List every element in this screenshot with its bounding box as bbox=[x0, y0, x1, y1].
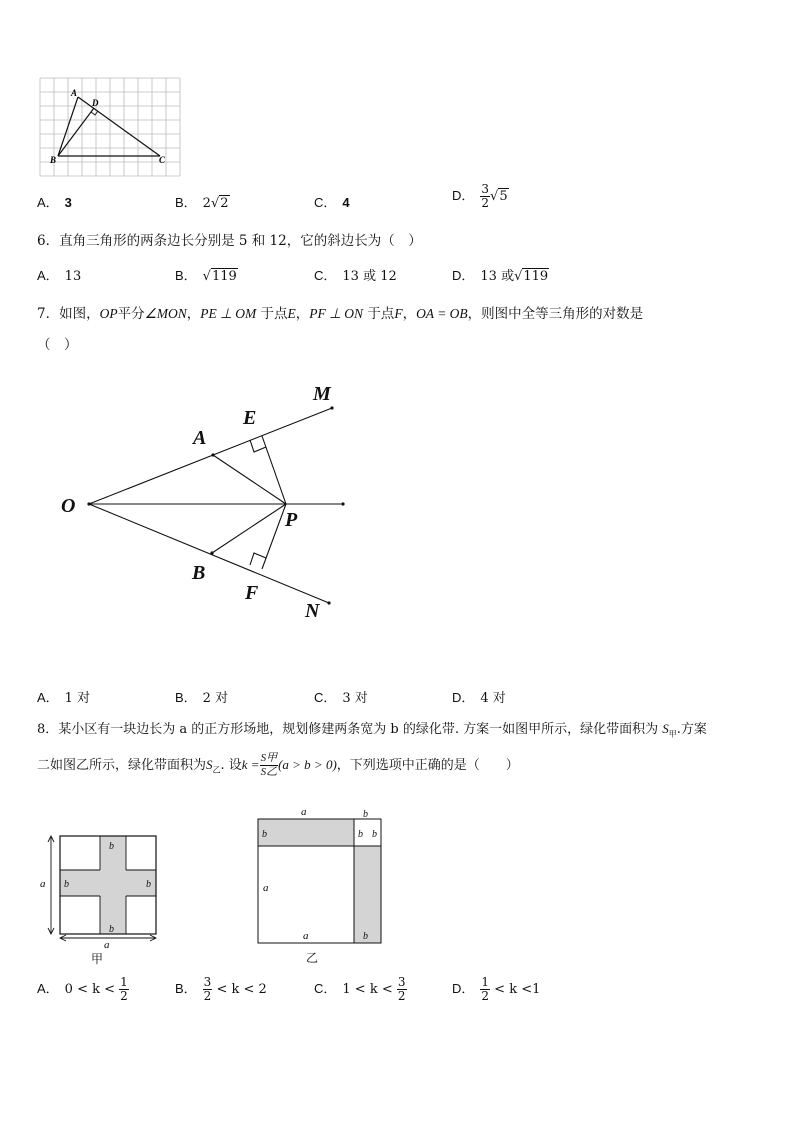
stem-text: 于点 bbox=[367, 306, 395, 322]
q8-stem-line1 bbox=[37, 718, 707, 740]
fraction-k bbox=[260, 752, 279, 779]
option-label: A． bbox=[37, 981, 59, 996]
option-label: C． bbox=[314, 690, 337, 705]
math-pf: PF ⊥ ON bbox=[309, 306, 364, 321]
label-f: F bbox=[245, 582, 259, 604]
option-label: C． bbox=[314, 981, 337, 996]
top-strip bbox=[258, 819, 354, 846]
sqrt-symbol: √ bbox=[490, 189, 499, 204]
q6-stem: 6．直角三角形的两条边长分别是 5 和 12，它的斜边长为（ ） bbox=[37, 233, 422, 249]
label-a-top: a bbox=[301, 806, 307, 818]
option-text: 3 bbox=[64, 195, 72, 210]
sqrt-symbol: √ bbox=[514, 269, 523, 284]
sqrt-symbol: √ bbox=[210, 196, 220, 211]
point-a bbox=[211, 453, 214, 456]
option-text: 4 对 bbox=[480, 691, 506, 706]
label-b-strip: b bbox=[262, 829, 267, 840]
stem-text: .方案 bbox=[676, 722, 707, 737]
fraction bbox=[480, 183, 490, 210]
label-b-bottom: b bbox=[109, 924, 114, 935]
option-label: D． bbox=[452, 690, 475, 705]
q7-paren: （ ） bbox=[37, 337, 78, 353]
stem-text: 于点 bbox=[260, 306, 288, 322]
q7-option-a[interactable] bbox=[37, 687, 90, 706]
stem-text: . 设 bbox=[220, 758, 242, 773]
stem-text: 8．某小区有一块边长为 a 的正方形场地，规划修建两条宽为 b 的绿化带. 方案一如图甲所示，绿化带面积为 bbox=[37, 722, 659, 737]
horizontal-strip bbox=[60, 870, 156, 896]
numerator: 3 bbox=[481, 182, 490, 196]
math-e: E bbox=[287, 306, 296, 321]
q5-grid-figure bbox=[36, 74, 186, 178]
segment-ap bbox=[213, 455, 286, 504]
math-f: F bbox=[394, 306, 403, 321]
label-a-bottom: a bbox=[104, 939, 110, 951]
denominator: S乙 bbox=[260, 766, 278, 778]
numerator: 3 bbox=[397, 975, 406, 989]
label-a-side: a bbox=[40, 878, 46, 890]
label-p: P bbox=[285, 509, 298, 531]
option-right: < k <1 bbox=[494, 982, 541, 997]
fraction bbox=[397, 976, 407, 1003]
q8-figure-jia bbox=[32, 826, 172, 968]
label-b-corner2: b bbox=[372, 829, 377, 840]
stem-text: ，下列选项中正确的是（ ） bbox=[336, 758, 519, 773]
numerator: 1 bbox=[120, 975, 128, 989]
option-label: B． bbox=[175, 981, 197, 996]
label-b-left: b bbox=[64, 879, 69, 890]
ray-om bbox=[89, 408, 332, 504]
option-label: B． bbox=[175, 195, 197, 210]
option-text: 13 或 12 bbox=[342, 269, 397, 284]
q7-option-d[interactable] bbox=[452, 687, 506, 706]
math-k: k = bbox=[241, 757, 260, 772]
math-angle: ∠MON bbox=[144, 306, 187, 321]
math-sub: 甲 bbox=[668, 729, 677, 739]
q6-option-c[interactable] bbox=[314, 265, 397, 284]
option-label: A． bbox=[37, 690, 59, 705]
q7-option-c[interactable] bbox=[314, 687, 368, 706]
option-label: C． bbox=[314, 195, 337, 210]
label-b: B bbox=[192, 562, 206, 584]
label-a: A bbox=[193, 427, 207, 449]
label-a-left: a bbox=[263, 882, 269, 894]
q5-option-d[interactable] bbox=[452, 183, 509, 210]
point-n bbox=[327, 601, 330, 604]
option-text: 4 bbox=[342, 195, 350, 210]
label-a-bottom: a bbox=[303, 930, 309, 942]
math-oa-ob: OA = OB bbox=[416, 306, 468, 321]
q7-angle-figure bbox=[52, 372, 372, 630]
option-radicand: 119 bbox=[523, 269, 549, 284]
q6-option-a[interactable] bbox=[37, 265, 81, 284]
point-b bbox=[210, 551, 213, 554]
fraction bbox=[480, 976, 490, 1003]
option-radicand: 2 bbox=[220, 196, 229, 211]
stem-text: ，则图中全等三角形的对数是 bbox=[467, 306, 644, 322]
option-radicand: 5 bbox=[499, 189, 508, 204]
segment-fp bbox=[262, 504, 286, 569]
option-text: 13 或 bbox=[480, 269, 515, 284]
label-e: E bbox=[243, 407, 257, 429]
numerator: 3 bbox=[203, 975, 212, 989]
option-text: 1 对 bbox=[64, 691, 91, 706]
label-b-top: b bbox=[109, 841, 114, 852]
q5-option-a[interactable] bbox=[37, 192, 72, 211]
option-label: A． bbox=[37, 268, 59, 283]
stem-text: 7．如图， bbox=[37, 306, 100, 322]
q8-stem-line2 bbox=[37, 752, 519, 779]
label-d: D bbox=[92, 98, 99, 108]
option-label: A． bbox=[37, 195, 59, 210]
label-c: C bbox=[159, 155, 166, 165]
point-m bbox=[330, 406, 333, 409]
sqrt-symbol: √ bbox=[202, 269, 211, 284]
label-b-right: b bbox=[146, 879, 151, 890]
numerator: S甲 bbox=[260, 752, 278, 764]
stem-text: 平分 bbox=[117, 306, 145, 322]
label-a: A bbox=[71, 88, 78, 98]
q8-option-b[interactable] bbox=[175, 976, 267, 1003]
segment-bp bbox=[212, 504, 286, 553]
fraction bbox=[203, 976, 213, 1003]
math-pe: PE ⊥ OM bbox=[200, 306, 257, 321]
label-b-top: b bbox=[363, 809, 368, 820]
denominator: 2 bbox=[481, 196, 490, 210]
q8-option-c[interactable] bbox=[314, 976, 407, 1003]
q8-option-a[interactable] bbox=[37, 976, 129, 1003]
option-label: B． bbox=[175, 690, 197, 705]
option-coef: 2 bbox=[202, 196, 211, 211]
denominator: 2 bbox=[120, 989, 128, 1003]
option-label: D． bbox=[452, 188, 475, 203]
point-o bbox=[87, 502, 90, 505]
math-s: S bbox=[662, 721, 669, 736]
option-left: 1 < k < bbox=[342, 982, 393, 997]
option-label: D． bbox=[452, 268, 475, 283]
math-s: S bbox=[206, 757, 213, 772]
caption-jia: 甲 bbox=[91, 952, 104, 966]
math-condition: (a > b > 0) bbox=[278, 757, 337, 772]
denominator: 2 bbox=[203, 989, 212, 1003]
option-right: < k < 2 bbox=[216, 982, 267, 997]
option-left: 0 < k < bbox=[64, 982, 116, 997]
option-label: D． bbox=[452, 981, 475, 996]
point-ray-end bbox=[341, 502, 344, 505]
label-m: M bbox=[313, 383, 331, 405]
option-label: B． bbox=[175, 268, 197, 283]
q5-option-b[interactable] bbox=[175, 192, 230, 211]
label-b: B bbox=[50, 155, 57, 165]
right-strip bbox=[354, 846, 381, 943]
label-b-corner1: b bbox=[358, 829, 363, 840]
main-square bbox=[258, 846, 354, 943]
fraction bbox=[119, 976, 129, 1003]
option-text: 2 对 bbox=[202, 691, 229, 706]
option-label: C． bbox=[314, 268, 337, 283]
denominator: 2 bbox=[481, 989, 490, 1003]
segment-ep bbox=[262, 436, 286, 504]
caption-yi: 乙 bbox=[306, 951, 319, 965]
denominator: 2 bbox=[397, 989, 406, 1003]
option-text: 3 对 bbox=[342, 691, 368, 706]
option-radicand: 119 bbox=[211, 269, 237, 284]
q5-option-c[interactable] bbox=[314, 192, 350, 211]
math-op: OP bbox=[99, 306, 118, 321]
math-sub: 乙 bbox=[212, 765, 221, 775]
label-b-bottom: b bbox=[363, 931, 368, 942]
option-text: 13 bbox=[64, 269, 82, 284]
q6-option-b[interactable] bbox=[175, 265, 238, 284]
stem-text: 二如图乙所示，绿化带面积为 bbox=[37, 758, 207, 773]
q8-option-d[interactable] bbox=[452, 976, 540, 1003]
numerator: 1 bbox=[481, 975, 490, 989]
q6-option-d[interactable] bbox=[452, 265, 549, 284]
label-o: O bbox=[61, 495, 76, 517]
q7-stem: 7．如图，OP平分∠MON，PE ⊥ OM 于点E，PF ⊥ ON 于点F，OA = OB，则图中全等三角形的对数是 bbox=[37, 306, 644, 322]
q8-figure-yi bbox=[250, 800, 390, 968]
label-n: N bbox=[305, 600, 320, 622]
q7-option-b[interactable] bbox=[175, 687, 228, 706]
